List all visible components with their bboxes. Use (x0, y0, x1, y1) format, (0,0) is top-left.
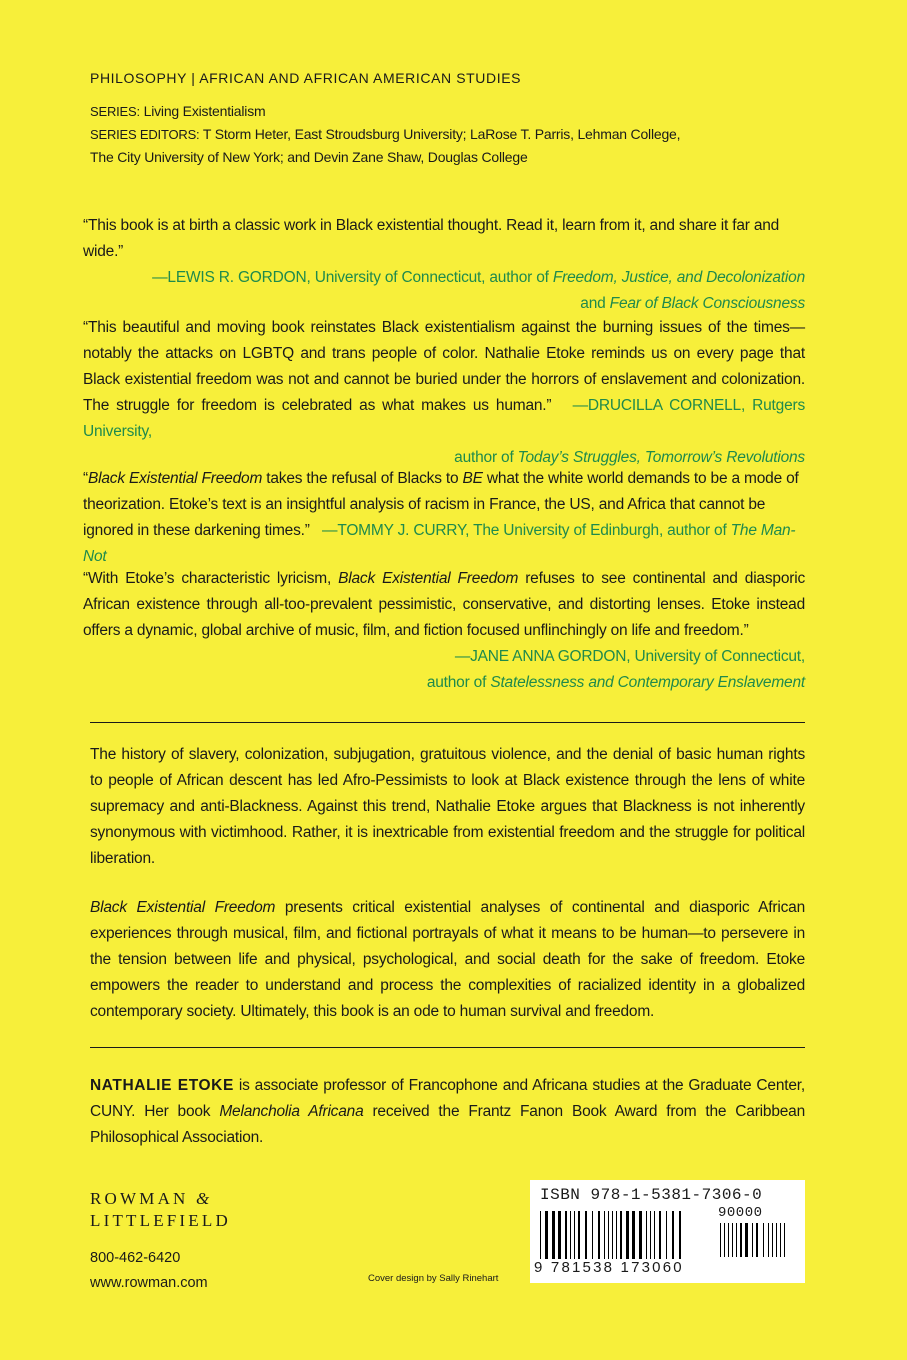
series-editors-label: SERIES EDITORS: (90, 127, 200, 142)
barcode-box (530, 1180, 805, 1283)
barcode-bar (612, 1211, 613, 1259)
blurb-4-attribution-line2 (83, 670, 805, 696)
series-editors-line2: The City University of New York; and Devin Zane Shaw, Douglas College (90, 149, 528, 165)
blurb-3-text2: what the white world demands to be a mode of theorization. Etoke’s text is an insightful analysis of racism in France, the US, and Africa that cannot be ignored in these darkening times.” (83, 470, 799, 539)
barcode-bar (646, 1211, 647, 1259)
barcode-bar (679, 1211, 681, 1259)
barcode-bar (626, 1211, 629, 1259)
series-label: SERIES: (90, 104, 140, 119)
blurb-4-title: Black Existential Freedom (338, 570, 519, 587)
blurb-1-and: and (580, 295, 610, 312)
barcode-bar (616, 1211, 617, 1259)
divider-top (90, 722, 805, 723)
barcode-bar (574, 1211, 575, 1259)
blurb-4-text1: “With Etoke’s characteristic lyricism, (83, 570, 339, 587)
blurb-2-body (83, 315, 805, 445)
barcode-bar (578, 1211, 580, 1259)
publisher-logo-ampersand: & (195, 1189, 210, 1208)
blurb-4-author-of: author of (426, 674, 491, 691)
blurb-2-author-of: author of (454, 449, 518, 466)
barcode-bar (654, 1211, 655, 1259)
publisher-logo-word1: ROWMAN (90, 1189, 189, 1208)
barcode-bar (604, 1211, 605, 1259)
blurb-2-text: “This beautiful and moving book reinstates Black existentialism against the burning issues of the times—notably the attacks on LGBTQ and trans people of color. Nathalie Etoke reminds us on every page that Black existential freedom was not and cannot be buried under the horrors of enslavement and colonization. The struggle for freedom is celebrated as what makes us human.” (83, 319, 805, 414)
barcode-bar (732, 1223, 733, 1257)
isbn-text: ISBN 978-1-5381-7306-0 (540, 1186, 763, 1204)
barcode-bar (659, 1211, 661, 1259)
publisher-logo-line2: LITTLEFIELD (90, 1211, 231, 1230)
barcode-bar (780, 1223, 781, 1257)
publisher-logo-line1 (90, 1188, 231, 1210)
blurb-3-text1: takes the refusal of Blacks to (262, 470, 463, 487)
barcode-bar (756, 1223, 758, 1257)
blurb-3-open-quote: “ (83, 470, 88, 487)
barcode-bar (784, 1223, 785, 1257)
blurb-1-book2: Fear of Black Consciousness (609, 295, 805, 312)
blurb-1-book1: Freedom, Justice, and Decolonization (552, 269, 805, 286)
blurb-4-text2: refuses to see continental and diasporic African existence through all-too-prevalent pessimistic, conservative, and distorting lenses. Etoke instead offers a dynamic, global archive of music, film, and fiction focused unflinchingly on life and freedom.” (83, 570, 805, 639)
blurb-4-attribution: —JANE ANNA GORDON, University of Connecticut, (454, 648, 805, 665)
barcode-bar (776, 1223, 777, 1257)
category-line: PHILOSOPHY | AFRICAN AND AFRICAN AMERICAN STUDIES (90, 70, 522, 86)
barcode-bar (585, 1211, 587, 1259)
barcode-bar (552, 1211, 555, 1259)
blurb-4-book: Statelessness and Contemporary Enslavement (490, 674, 805, 691)
description-p2-body (90, 895, 805, 1025)
blurb-3-title: Black Existential Freedom (87, 470, 263, 487)
barcode-bar (752, 1223, 753, 1257)
blurb-4 (83, 566, 805, 696)
blurb-1 (83, 213, 805, 317)
barcode-bar (592, 1211, 593, 1259)
barcode-bar (763, 1223, 764, 1257)
cover-credit: Cover design by Sally Rinehart (368, 1273, 499, 1284)
publisher-block (90, 1188, 231, 1296)
barcode-bar (540, 1211, 541, 1259)
blurb-2 (83, 315, 805, 471)
barcode-bar (740, 1223, 742, 1257)
series-line (90, 100, 810, 123)
description-p2-text: presents critical existential analyses of continental and diasporic African experiences through musical, film, and fictional portrayals of what it means to be human—to persevere in the tension between life and physical, psychological, and social death for the sake of freedom. Etoke empowers the reader to understand and process the complexities of racialized identity in a globalized contemporary society. Ultimately, this book is an ode to human survival and freedom. (90, 899, 805, 1020)
barcode-bar (672, 1211, 674, 1259)
barcode-bar (768, 1223, 769, 1257)
author-bio (90, 1073, 805, 1151)
publisher-contact (90, 1246, 231, 1296)
blurb-3-book: The Man-Not (83, 522, 796, 565)
price-barcode (718, 1223, 798, 1259)
barcode-bar (736, 1223, 737, 1257)
description-p2-title: Black Existential Freedom (90, 899, 276, 916)
blurb-3-body (83, 466, 805, 570)
barcode-bar (632, 1211, 635, 1259)
author-bio-body (90, 1073, 805, 1151)
description-p1-text: The history of slavery, colonization, subjugation, gratuitous violence, and the denial of basic human rights to people of African descent has led Afro-Pessimists to look at Black existence through the lens of white supremacy and anti-Blackness. Against this trend, Nathalie Etoke argues that Blackness is not inherently synonymous with victimhood. Rather, it is inextricable from existential freedom and the struggle for political liberation. (90, 746, 805, 867)
barcode-bar (745, 1223, 748, 1257)
ean-barcode (538, 1211, 710, 1261)
publisher-website: www.rowman.com (90, 1275, 208, 1291)
publisher-logo (90, 1188, 231, 1232)
barcode-bar (570, 1211, 571, 1259)
barcode-bar (720, 1223, 721, 1257)
author-bio-text2: received the Frantz Fanon Book Award from the Caribbean Philosophical Association. (90, 1103, 806, 1146)
price-code: 90000 (718, 1205, 763, 1221)
barcode-bar (558, 1211, 561, 1259)
barcode-bar (650, 1211, 651, 1259)
barcode-bar (728, 1223, 729, 1257)
blurb-1-text: “This book is at birth a classic work in Black existential thought. Read it, learn from it, and share it far and wide.” (83, 217, 780, 260)
blurb-1-attribution (83, 265, 805, 291)
author-bio-text1: is associate professor of Francophone and Africana studies at the Graduate Center, CUNY. Her book (90, 1077, 806, 1120)
series-editors-value1: T Storm Heter, East Stroudsburg University; LaRose T. Parris, Lehman College, (202, 126, 681, 142)
barcode-bar (620, 1211, 622, 1259)
barcode-bar (724, 1223, 725, 1257)
series-editors-line1 (90, 123, 810, 146)
blurb-1-attribution-line2 (83, 291, 805, 317)
description-p2 (90, 895, 805, 1025)
blurb-2-author: —DRUCILLA CORNELL, Rutgers University, (83, 397, 805, 440)
barcode-bar (772, 1223, 773, 1257)
blurb-3 (83, 466, 805, 570)
blurb-3-author: —TOMMY J. CURRY, The University of Edinburgh, author of (322, 522, 731, 539)
barcode-bar (666, 1211, 667, 1259)
blurb-2-book: Today’s Struggles, Tomorrow’s Revolutions (517, 449, 805, 466)
blurb-1-author: —LEWIS R. GORDON, University of Connecticut, author of (152, 269, 553, 286)
barcode-bar (639, 1211, 642, 1259)
ean-digits: 9 781538 173060 (534, 1259, 684, 1276)
author-name: NATHALIE ETOKE (90, 1077, 234, 1094)
blurb-3-be: BE (462, 470, 483, 487)
barcode-bar (608, 1211, 609, 1259)
description-p1 (90, 742, 805, 872)
barcode-bar (545, 1211, 548, 1259)
publisher-phone: 800-462-6420 (90, 1250, 181, 1266)
blurb-4-body (83, 566, 805, 644)
series-value: Living Existentialism (143, 103, 266, 119)
barcode-bar (565, 1211, 567, 1259)
header (90, 70, 810, 168)
author-bio-book: Melancholia Africana (219, 1103, 364, 1120)
divider-bottom (90, 1047, 805, 1048)
barcode-bar (598, 1211, 600, 1259)
